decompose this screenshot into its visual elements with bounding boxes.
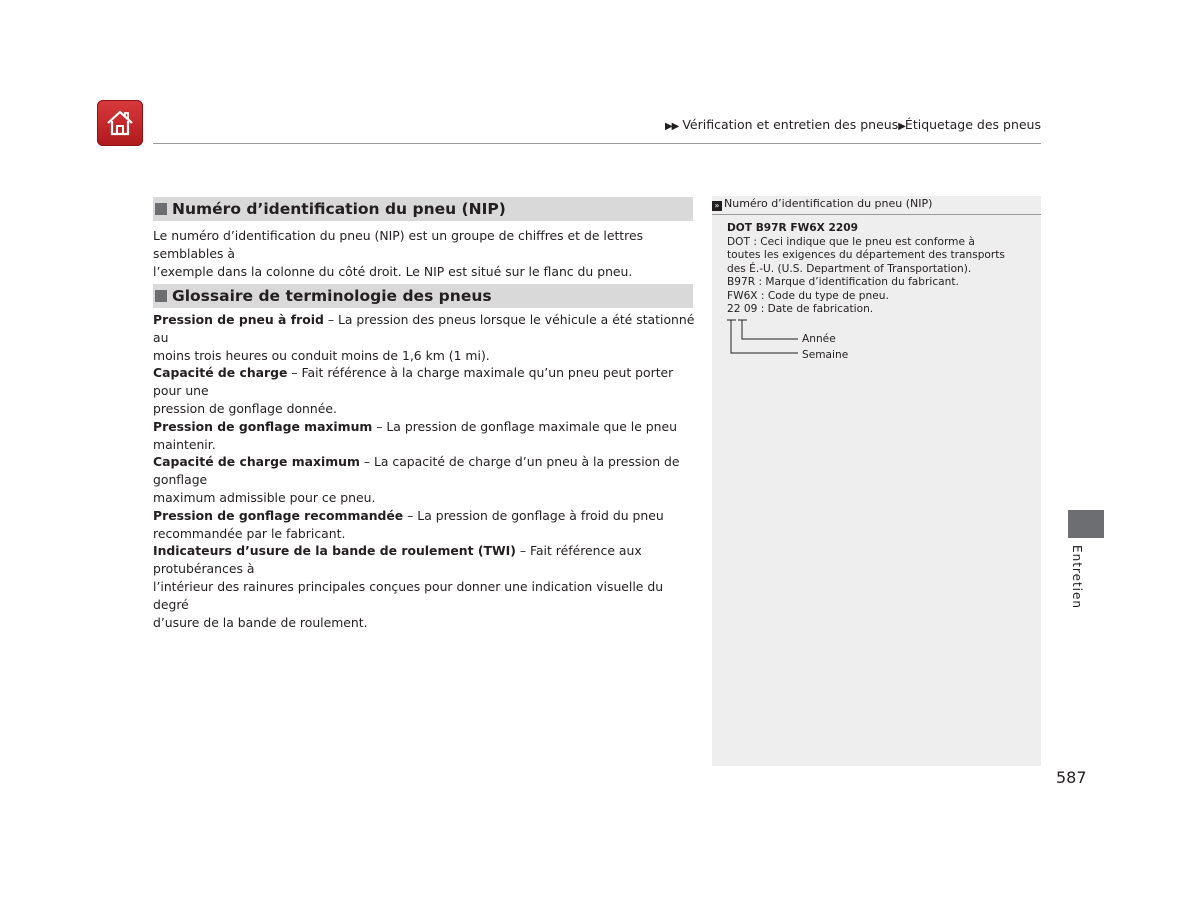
breadcrumb-arrow-icon: ▶▶ — [664, 121, 679, 132]
page-number: 587 — [1056, 768, 1087, 787]
section-marker-icon — [155, 290, 167, 302]
glossary-entry — [153, 311, 698, 347]
label-week: Semaine — [802, 349, 849, 361]
glossary-definition: – La capacité de charge d’un pneu à la pression de gonflage — [153, 454, 680, 488]
glossary-definition-cont: d’usure de la bande de roulement. — [153, 614, 368, 630]
breadcrumb-item-1[interactable]: Vérification et entretien des pneus — [682, 117, 899, 132]
body-line: l’exemple dans la colonne du côté droit. Le NIP est situé sur le flanc du pneu. — [153, 263, 633, 279]
dot-line: FW6X : Code du type de pneu. — [727, 289, 889, 302]
breadcrumb-item-2[interactable]: Étiquetage des pneus — [904, 117, 1041, 132]
glossary-definition-cont: moins trois heures ou conduit moins de 1,6 km (1 mi). — [153, 347, 490, 363]
dot-line: DOT : Ceci indique que le pneu est conforme à — [727, 235, 975, 248]
glossary-definition-cont: pression de gonflage donnée. — [153, 400, 337, 416]
section-title-nip — [153, 197, 693, 221]
sidebar-title: Numéro d’identification du pneu (NIP) — [724, 197, 933, 210]
glossary-term: Pression de gonflage maximum — [153, 418, 373, 434]
home-button[interactable] — [97, 100, 143, 146]
glossary-term: Indicateurs d’usure de la bande de roulement (TWI) — [153, 543, 516, 559]
glossary-term: Capacité de charge — [153, 365, 288, 381]
chapter-tab-label[interactable]: Entretien — [1070, 545, 1084, 609]
glossary-entry — [153, 507, 698, 525]
glossary-definition-cont: maximum admissible pour ce pneu. — [153, 489, 376, 505]
glossary-term: Pression de gonflage recommandée — [153, 507, 404, 523]
glossary-definition: – La pression de gonflage à froid du pneu — [403, 507, 664, 523]
glossary-definition: – Fait référence aux protubérances à — [153, 543, 642, 577]
dot-line: 22 09 : Date de fabrication. — [727, 303, 874, 315]
label-year: Année — [802, 333, 836, 345]
glossary-term: Pression de pneu à froid — [153, 312, 324, 327]
glossary-entry — [153, 542, 698, 578]
glossary-entry — [153, 418, 698, 454]
glossary-definition-cont: l’intérieur des rainures principales conçues pour donner une indication visuelle du degré — [153, 578, 664, 612]
glossary-definition: – La pression de gonflage maximale que le pneu maintenir. — [153, 418, 678, 452]
breadcrumb-arrow-icon: ▶ — [898, 121, 905, 132]
dot-line: toutes les exigences du département des transports — [727, 249, 1005, 261]
date-code-diagram — [712, 196, 1041, 376]
dot-line: B97R : Marque d’identification du fabricant. — [727, 276, 959, 288]
glossary-list — [153, 311, 698, 631]
breadcrumb — [665, 117, 1041, 132]
section-body-nip — [153, 227, 698, 280]
glossary-definition-cont: recommandée par le fabricant. — [153, 525, 346, 541]
section-title-text: Glossaire de terminologie des pneus — [172, 287, 492, 305]
section-marker-icon — [155, 203, 167, 215]
dot-line: des É.-U. (U.S. Department of Transportation). — [727, 262, 972, 275]
dot-code-title: DOT B97R FW6X 2209 — [727, 222, 859, 234]
glossary-definition: – La pression des pneus lorsque le véhicule a été stationné au — [153, 312, 695, 345]
section-title-glossary — [153, 284, 693, 308]
body-line: Le numéro d’identification du pneu (NIP) est un groupe de chiffres et de lettres semblables à — [153, 228, 644, 261]
section-title-text: Numéro d’identification du pneu (NIP) — [172, 200, 506, 218]
header-divider — [153, 143, 1041, 144]
home-icon — [104, 107, 136, 139]
reference-icon: » — [712, 201, 722, 211]
glossary-definition: – Fait référence à la charge maximale qu’un pneu peut porter pour une — [153, 365, 674, 399]
glossary-term: Capacité de charge maximum — [153, 454, 360, 470]
glossary-entry — [153, 453, 698, 489]
glossary-entry — [153, 364, 698, 400]
chapter-tab[interactable] — [1068, 510, 1104, 538]
sidebar-note — [712, 196, 1041, 766]
